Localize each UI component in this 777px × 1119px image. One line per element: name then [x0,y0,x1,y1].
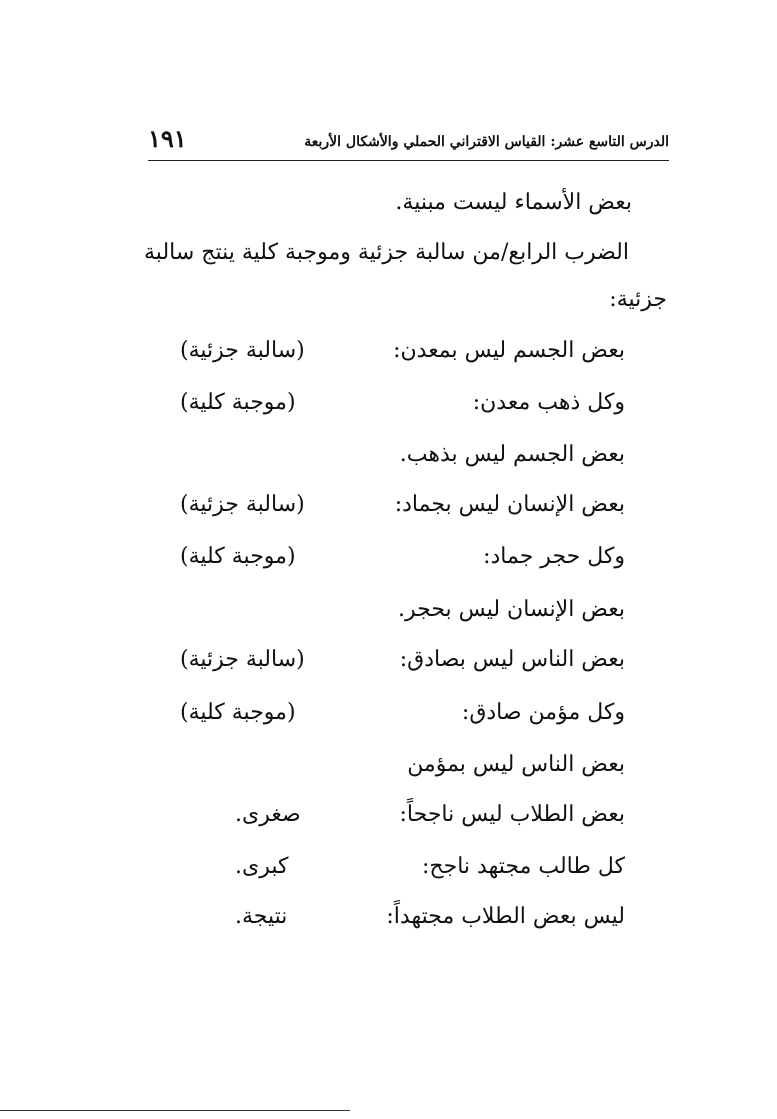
premise-label: (موجبة كلية) [180,700,296,725]
premise-label: نتيجة. [235,904,288,929]
syllogism-row [180,904,625,940]
premise-text: وكل حجر جماد: [483,544,625,569]
syllogism-row [180,752,625,788]
premise-label: (موجبة كلية) [180,390,296,415]
premise-text: كل طالب مجتهد ناجح: [422,854,625,879]
premise-text: وكل مؤمن صادق: [461,700,625,725]
premise-label: (سالبة جزئية) [180,647,305,672]
page-header [148,122,669,161]
premise-label: (سالبة جزئية) [180,338,305,363]
conclusion-text: ليس بعض الطلاب مجتهداً: [386,904,625,929]
syllogism-row [180,492,625,528]
syllogism-row [180,338,625,374]
syllogism-row [180,390,625,426]
bottom-rule [0,1110,350,1111]
conclusion-text: بعض الجسم ليس بذهب. [399,442,625,467]
running-title: الدرس التاسع عشر: القياس الاقتراني الحملي والأشكال الأربعة [304,134,669,150]
syllogism-row [180,854,625,890]
conclusion-text: بعض الإنسان ليس بحجر. [398,597,625,622]
syllogism-row [180,544,625,580]
intro-line-1: بعض الأسماء ليست مبنية. [395,190,632,215]
conclusion-text: بعض الناس ليس بمؤمن [407,752,625,777]
syllogism-row [180,647,625,683]
intro-line-2: الضرب الرابع/من سالبة جزئية وموجبة كلية ينتج سالبة [144,240,629,265]
premise-label: (سالبة جزئية) [180,492,305,517]
premise-text: بعض الإنسان ليس بجماد: [394,492,625,517]
premise-label: (موجبة كلية) [180,544,296,569]
premise-label: كبرى. [235,854,289,879]
syllogism-row [180,700,625,736]
premise-text: وكل ذهب معدن: [472,390,625,415]
intro-line-3: جزئية: [609,287,667,312]
syllogism-row [180,597,625,633]
syllogism-row [180,802,625,838]
premise-label: صغرى. [235,802,301,827]
premise-text: بعض الناس ليس بصادق: [399,647,625,672]
premise-text: بعض الجسم ليس بمعدن: [393,338,625,363]
premise-text: بعض الطلاب ليس ناجحاً: [399,802,625,827]
page-number: ١٩١ [148,124,187,153]
syllogism-row [180,442,625,478]
